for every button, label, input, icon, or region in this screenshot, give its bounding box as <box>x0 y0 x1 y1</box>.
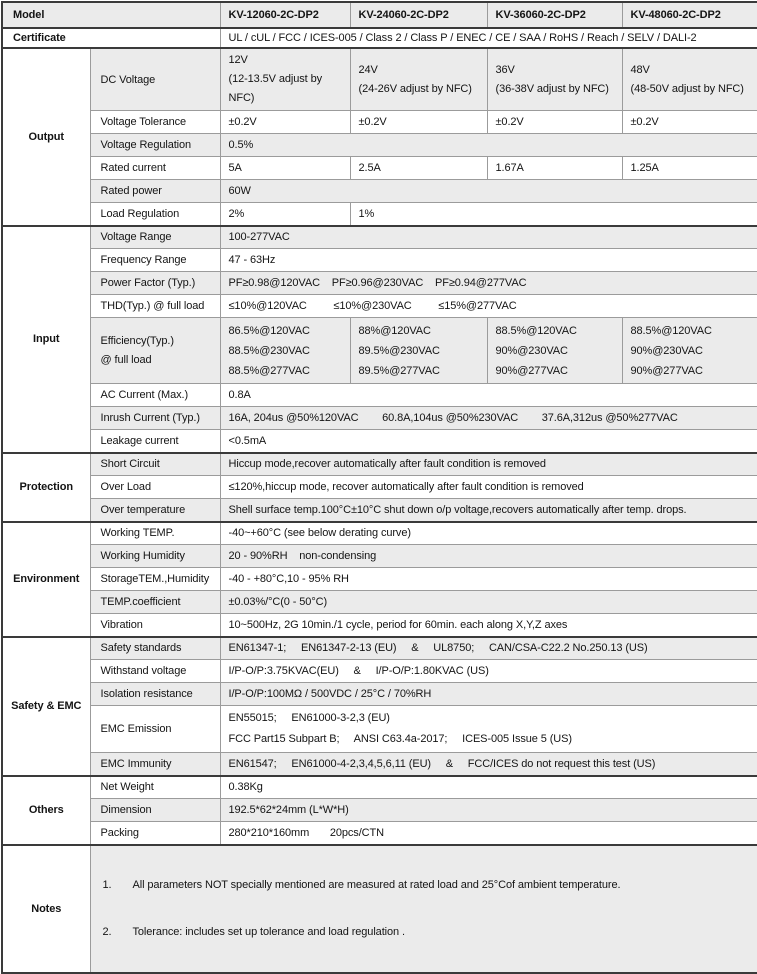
working-temp-label: Working TEMP. <box>90 522 220 545</box>
storage-tem-humidity-label: StorageTEM.,Humidity <box>90 568 220 591</box>
over-temperature-label: Over temperature <box>90 499 220 522</box>
efficiency-2: 88%@120VAC 89.5%@230VAC 89.5%@277VAC <box>350 318 487 384</box>
over-load-label: Over Load <box>90 476 220 499</box>
withstand-voltage-value: I/P-O/P:3.75KVAC(EU) & I/P-O/P:1.80KVAC (US) <box>220 660 757 683</box>
row-thd <box>2 295 757 318</box>
short-circuit-label: Short Circuit <box>90 453 220 476</box>
vibration-value: 10~500Hz, 2G 10min./1 cycle, period for 60min. each along X,Y,Z axes <box>220 614 757 637</box>
packing-label: Packing <box>90 822 220 845</box>
power-factor-label: Power Factor (Typ.) <box>90 272 220 295</box>
spec-table <box>1 1 757 974</box>
rated-current-4: 1.25A <box>622 157 757 180</box>
over-load-value: ≤120%,hiccup mode, recover automatically after fault condition is removed <box>220 476 757 499</box>
voltage-regulation-label: Voltage Regulation <box>90 134 220 157</box>
voltage-tolerance-1: ±0.2V <box>220 111 350 134</box>
section-environment: Environment <box>2 522 90 637</box>
rated-current-1: 5A <box>220 157 350 180</box>
row-safety-standards <box>2 637 757 660</box>
row-over-temperature <box>2 499 757 522</box>
row-certificate <box>2 28 757 48</box>
emc-emission-label: EMC Emission <box>90 706 220 753</box>
working-humidity-value: 20 - 90%RH non-condensing <box>220 545 757 568</box>
row-rated-power <box>2 180 757 203</box>
voltage-tolerance-label: Voltage Tolerance <box>90 111 220 134</box>
row-short-circuit <box>2 453 757 476</box>
row-dc-voltage <box>2 48 757 111</box>
dimension-value: 192.5*62*24mm (L*W*H) <box>220 799 757 822</box>
short-circuit-value: Hiccup mode,recover automatically after fault condition is removed <box>220 453 757 476</box>
row-voltage-regulation <box>2 134 757 157</box>
load-regulation-model1: 2% <box>220 203 350 226</box>
packing-value: 280*210*160mm 20pcs/CTN <box>220 822 757 845</box>
row-ac-current <box>2 384 757 407</box>
load-regulation-label: Load Regulation <box>90 203 220 226</box>
row-emc-immunity <box>2 753 757 776</box>
emc-immunity-label: EMC Immunity <box>90 753 220 776</box>
row-emc-emission <box>2 706 757 753</box>
safety-standards-value: EN61347-1; EN61347-2-13 (EU) & UL8750; CAN/CSA-C22.2 No.250.13 (US) <box>220 637 757 660</box>
voltage-range-label: Voltage Range <box>90 226 220 249</box>
voltage-regulation-value: 0.5% <box>220 134 757 157</box>
dc-voltage-3: 36V (36-38V adjust by NFC) <box>487 48 622 111</box>
leakage-current-label: Leakage current <box>90 430 220 453</box>
thd-value: ≤10%@120VAC ≤10%@230VAC ≤15%@277VAC <box>220 295 757 318</box>
temp-coefficient-label: TEMP.coefficient <box>90 591 220 614</box>
row-efficiency <box>2 318 757 384</box>
thd-label: THD(Typ.) @ full load <box>90 295 220 318</box>
row-isolation-resistance <box>2 683 757 706</box>
row-packing <box>2 822 757 845</box>
row-vibration <box>2 614 757 637</box>
rated-current-2: 2.5A <box>350 157 487 180</box>
row-voltage-range <box>2 226 757 249</box>
net-weight-label: Net Weight <box>90 776 220 799</box>
working-temp-value: -40~+60°C (see below derating curve) <box>220 522 757 545</box>
dc-voltage-label: DC Voltage <box>90 48 220 111</box>
vibration-label: Vibration <box>90 614 220 637</box>
rated-current-label: Rated current <box>90 157 220 180</box>
emc-immunity-value: EN61547; EN61000-4-2,3,4,5,6,11 (EU) & FCC/ICES do not request this test (US) <box>220 753 757 776</box>
power-factor-value: PF≥0.98@120VAC PF≥0.96@230VAC PF≥0.94@277VAC <box>220 272 757 295</box>
note-2: 2. Tolerance: includes set up tolerance and load regulation . <box>102 925 405 938</box>
row-voltage-tolerance <box>2 111 757 134</box>
voltage-tolerance-4: ±0.2V <box>622 111 757 134</box>
voltage-tolerance-2: ±0.2V <box>350 111 487 134</box>
model-name-2: KV-24060-2C-DP2 <box>350 2 487 28</box>
rated-current-3: 1.67A <box>487 157 622 180</box>
frequency-range-value: 47 - 63Hz <box>220 249 757 272</box>
row-load-regulation <box>2 203 757 226</box>
working-humidity-label: Working Humidity <box>90 545 220 568</box>
dc-voltage-2: 24V (24-26V adjust by NFC) <box>350 48 487 111</box>
row-frequency-range <box>2 249 757 272</box>
row-power-factor <box>2 272 757 295</box>
row-notes <box>2 845 757 973</box>
load-regulation-others: 1% <box>350 203 757 226</box>
safety-standards-label: Safety standards <box>90 637 220 660</box>
note-1: 1. All parameters NOT specially mentioned are measured at rated load and 25°Cof ambient temperature. <box>102 878 621 891</box>
withstand-voltage-label: Withstand voltage <box>90 660 220 683</box>
section-notes: Notes <box>2 845 90 973</box>
over-temperature-value: Shell surface temp.100°C±10°C shut down o/p voltage,recovers automatically after temp. drops. <box>220 499 757 522</box>
temp-coefficient-value: ±0.03%/°C(0 - 50°C) <box>220 591 757 614</box>
inrush-current-value: 16A, 204us @50%120VAC 60.8A,104us @50%230VAC 37.6A,312us @50%277VAC <box>220 407 757 430</box>
net-weight-value: 0.38Kg <box>220 776 757 799</box>
ac-current-label: AC Current (Max.) <box>90 384 220 407</box>
row-model-header <box>2 2 757 28</box>
storage-tem-humidity-value: -40 - +80°C,10 - 95% RH <box>220 568 757 591</box>
isolation-resistance-value: I/P-O/P:100MΩ / 500VDC / 25°C / 70%RH <box>220 683 757 706</box>
efficiency-4: 88.5%@120VAC 90%@230VAC 90%@277VAC <box>622 318 757 384</box>
row-net-weight <box>2 776 757 799</box>
row-leakage-current <box>2 430 757 453</box>
model-name-1: KV-12060-2C-DP2 <box>220 2 350 28</box>
rated-power-value: 60W <box>220 180 757 203</box>
row-withstand-voltage <box>2 660 757 683</box>
efficiency-1: 86.5%@120VAC 88.5%@230VAC 88.5%@277VAC <box>220 318 350 384</box>
ac-current-value: 0.8A <box>220 384 757 407</box>
section-safety-emc: Safety & EMC <box>2 637 90 776</box>
model-name-3: KV-36060-2C-DP2 <box>487 2 622 28</box>
row-working-humidity <box>2 545 757 568</box>
emc-emission-value: EN55015; EN61000-3-2,3 (EU) FCC Part15 Subpart B; ANSI C63.4a-2017; ICES-005 Issue 5 (US) <box>220 706 757 753</box>
frequency-range-label: Frequency Range <box>90 249 220 272</box>
section-output: Output <box>2 48 90 226</box>
voltage-tolerance-3: ±0.2V <box>487 111 622 134</box>
notes-content <box>90 845 757 973</box>
model-header-label: Model <box>2 2 220 28</box>
model-name-4: KV-48060-2C-DP2 <box>622 2 757 28</box>
dc-voltage-1: 12V (12-13.5V adjust by NFC) <box>220 48 350 111</box>
row-temp-coefficient <box>2 591 757 614</box>
inrush-current-label: Inrush Current (Typ.) <box>90 407 220 430</box>
section-input: Input <box>2 226 90 453</box>
row-storage-tem-humidity <box>2 568 757 591</box>
certificate-label: Certificate <box>2 28 220 48</box>
row-working-temp <box>2 522 757 545</box>
row-over-load <box>2 476 757 499</box>
rated-power-label: Rated power <box>90 180 220 203</box>
leakage-current-value: <0.5mA <box>220 430 757 453</box>
certificate-value: UL / cUL / FCC / ICES-005 / Class 2 / Class P / ENEC / CE / SAA / RoHS / Reach / SELV / DALI-2 <box>220 28 757 48</box>
voltage-range-value: 100-277VAC <box>220 226 757 249</box>
row-dimension <box>2 799 757 822</box>
dimension-label: Dimension <box>90 799 220 822</box>
dc-voltage-4: 48V (48-50V adjust by NFC) <box>622 48 757 111</box>
efficiency-label: Efficiency(Typ.) @ full load <box>90 318 220 384</box>
isolation-resistance-label: Isolation resistance <box>90 683 220 706</box>
section-protection: Protection <box>2 453 90 522</box>
efficiency-3: 88.5%@120VAC 90%@230VAC 90%@277VAC <box>487 318 622 384</box>
row-inrush-current <box>2 407 757 430</box>
row-rated-current <box>2 157 757 180</box>
section-others: Others <box>2 776 90 845</box>
